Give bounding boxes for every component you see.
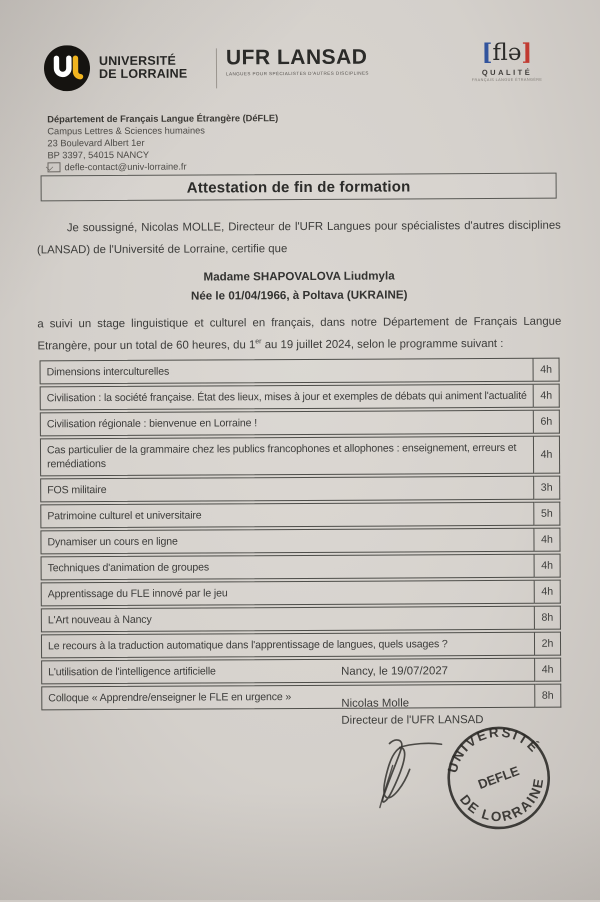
- hours-cell: 4h: [535, 658, 561, 682]
- fle-right-bracket: ]: [521, 38, 533, 66]
- hours-cell: 4h: [534, 358, 560, 382]
- hours-cell: 2h: [535, 632, 561, 656]
- program-text-before: a suivi un stage linguistique et culturel en français, dans notre Département de Français Langue Etrangère, pour un total de 60 heures, du 1: [37, 315, 562, 353]
- ufr-title: UFR LANSAD: [225, 45, 368, 70]
- table-row: [41, 580, 561, 607]
- hours-cell: 4h: [535, 580, 561, 604]
- document-title: Attestation de fin de formation: [186, 177, 411, 197]
- trainee-identity: [0, 265, 599, 306]
- svg-text:UNIVERSITÉ: UNIVERSITÉ: [444, 724, 543, 775]
- course-label-cell: Le recours à la traduction automatique dans l'apprentissage de langues, quels usages ?: [41, 632, 535, 659]
- program-paragraph: [37, 311, 561, 358]
- fle-wordmark: [464, 38, 550, 67]
- letterhead: [44, 38, 568, 108]
- course-label-cell: Cas particulier de la grammaire chez les publics francophones et allophones : enseignement, erreurs et remédiations: [40, 436, 534, 477]
- ufr-subtitle: LANGUES POUR SPÉCIALISTES D'AUTRES DISCIPLINES: [226, 70, 369, 77]
- course-label-cell: Colloque « Apprendre/enseigner le FLE en urgence »: [41, 684, 535, 711]
- table-row: [41, 658, 561, 685]
- course-label-cell: Civilisation régionale : bienvenue en Lorraine !: [40, 410, 534, 437]
- table-row: [40, 358, 560, 385]
- program-text-after: au 19 juillet 2024, selon le programme suivant :: [261, 338, 504, 352]
- course-label-cell: Dimensions interculturelles: [40, 358, 534, 385]
- course-label-cell: Dynamiser un cours en ligne: [40, 528, 534, 555]
- course-label-cell: Techniques d'animation de groupes: [41, 554, 535, 581]
- course-label-cell: L'utilisation de l'intelligence artificielle: [41, 658, 535, 685]
- place-date: Nancy, le 19/07/2027: [341, 665, 449, 678]
- address-line: Campus Lettres & Sciences humaines: [47, 125, 205, 137]
- signatory-role: Directeur de l'UFR LANSAD: [341, 713, 484, 727]
- table-row: [40, 410, 560, 437]
- hours-cell: 8h: [535, 606, 561, 630]
- trainee-birth: Née le 01/04/1966, à Poltava (UKRAINE): [190, 288, 408, 303]
- table-row: [41, 554, 561, 581]
- signatory-name: Nicolas Molle: [341, 697, 410, 710]
- svg-text:DEFLE: DEFLE: [475, 763, 522, 792]
- hours-cell: 4h: [534, 528, 560, 552]
- university-lorraine-icon: [44, 45, 90, 91]
- fle-quality-label: QUALITÉ: [481, 67, 533, 78]
- address-line: 23 Boulevard Albert 1er: [47, 137, 145, 149]
- email-row: [47, 160, 278, 173]
- course-label-cell: Apprentissage du FLE innové par le jeu: [41, 580, 535, 607]
- signatory: [341, 695, 483, 729]
- email-address: defle-contact@univ-lorraine.fr: [64, 161, 187, 173]
- trainee-name: Madame SHAPOVALOVA Liudmyla: [203, 269, 395, 284]
- table-row: [40, 384, 560, 411]
- table-row: [40, 476, 560, 503]
- svg-text:DE LORRAINE: DE LORRAINE: [456, 775, 547, 825]
- fle-word: flə: [492, 39, 522, 66]
- hours-cell: 4h: [535, 554, 561, 578]
- university-name: UNIVERSITÉ DE LORRAINE: [98, 53, 188, 82]
- defle-round-stamp: [431, 710, 567, 846]
- course-label-cell: FOS militaire: [40, 476, 534, 503]
- hours-cell: 4h: [534, 384, 560, 408]
- ufr-lansad-logo: [226, 47, 369, 77]
- intro-paragraph: Je soussigné, Nicolas MOLLE, Directeur de l'UFR Langues pour spécialistes d'autres disciplines (LANSAD) de l'Université de Lorraine, certifie que: [36, 219, 561, 257]
- fle-left-bracket: [: [481, 38, 493, 67]
- logo-divider: [216, 48, 217, 88]
- course-label-cell: Patrimoine culturel et universitaire: [40, 502, 534, 529]
- sender-address: [47, 112, 278, 174]
- hours-cell: 4h: [534, 436, 560, 474]
- ordinal-sup: er: [255, 338, 262, 346]
- department-name: Département de Français Langue Étrangère (DéFLE): [47, 113, 279, 125]
- envelope-icon: [47, 163, 60, 173]
- table-row: [40, 436, 560, 477]
- university-logo: [44, 45, 188, 92]
- table-row: [41, 632, 561, 659]
- program-table: [40, 356, 562, 713]
- hours-cell: 5h: [534, 502, 560, 526]
- hours-cell: 6h: [534, 410, 560, 434]
- course-label-cell: L'Art nouveau à Nancy: [41, 606, 535, 633]
- address-line: BP 3397, 54015 NANCY: [47, 150, 150, 161]
- document-title-box: [41, 173, 557, 202]
- course-label-cell: Civilisation : la société française. État des lieux, mises à jour et exemples de débats qui animent l'actualité: [40, 384, 534, 411]
- fle-qualite-logo: [464, 38, 550, 83]
- table-row: [41, 606, 561, 633]
- fle-quality-sublabel: FRANÇAIS LANGUE ÉTRANGÈRE: [471, 77, 543, 83]
- hours-cell: 8h: [535, 684, 561, 708]
- table-row: [40, 528, 560, 555]
- hours-cell: 3h: [534, 476, 560, 500]
- table-row: [40, 502, 560, 529]
